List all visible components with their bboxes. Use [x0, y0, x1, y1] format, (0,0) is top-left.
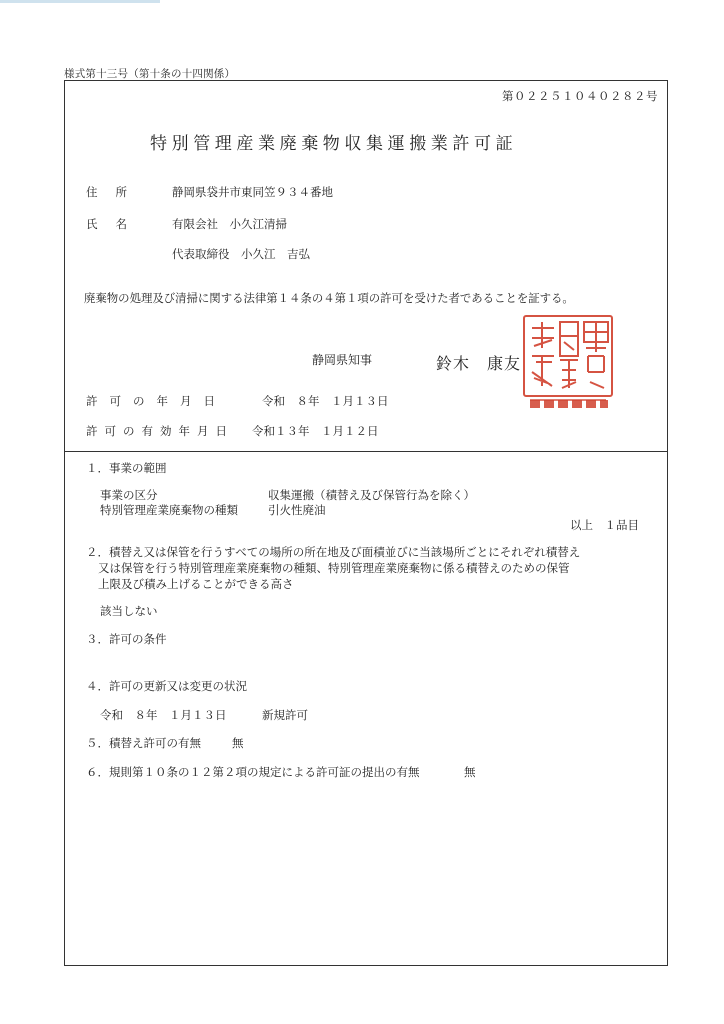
name-label: 氏名 [86, 217, 145, 231]
valid-until-label: 許可の有効年月日 [86, 424, 234, 438]
address-value: 静岡県袋井市東同笠９３４番地 [172, 185, 333, 199]
section-divider [64, 451, 668, 452]
scan-edge-strip [0, 0, 160, 3]
section-1-heading: １．事業の範囲 [86, 461, 167, 475]
governor-title: 静岡県知事 [312, 353, 373, 367]
section-2-line-2: 又は保管を行う特別管理産業廃棄物の種類、特別管理産業廃棄物に係る積替えのための保管 [98, 561, 570, 575]
valid-until-value: 令和１３年 １月１２日 [252, 424, 379, 438]
section-5-heading: ５．積替え許可の有無 [86, 736, 201, 750]
item-count: 以上 １品目 [570, 518, 639, 532]
section-4-heading: ４．許可の更新又は変更の状況 [86, 679, 247, 693]
permit-date-label: 許可の年月日 [86, 394, 227, 408]
section-6-value: 無 [464, 765, 476, 779]
renewal-status: 新規許可 [262, 708, 308, 722]
section-6-heading: ６．規則第１０条の１２第２項の規定による許可証の提出の有無 [86, 765, 420, 779]
business-category-label: 事業の区分 [100, 488, 158, 502]
section-2-line-1: ２．積替え又は保管を行うすべての場所の所在地及び面積並びに当該場所ごとにそれぞれ積替え [86, 545, 581, 559]
company-name: 有限会社 小久江清掃 [172, 217, 287, 231]
section-3-heading: ３．許可の条件 [86, 632, 167, 646]
address-label: 住所 [86, 185, 145, 199]
section-2-value: 該当しない [100, 604, 158, 618]
official-seal-stamp [520, 312, 616, 410]
renewal-date: 令和 ８年 １月１３日 [100, 708, 227, 722]
business-category-value: 収集運搬（積替え及び保管行為を除く） [268, 488, 475, 502]
certification-statement: 廃棄物の処理及び清掃に関する法律第１４条の４第１項の許可を受けた者であることを証する。 [84, 291, 574, 305]
waste-type-value: 引火性廃油 [268, 503, 326, 517]
permit-number: 第０２２５１０４０２８２号 [502, 89, 658, 103]
permit-date-value: 令和 ８年 １月１３日 [262, 394, 389, 408]
governor-name: 鈴木 康友 [436, 354, 522, 373]
section-2-line-3: 上限及び積み上げることができる高さ [98, 577, 294, 591]
waste-type-label: 特別管理産業廃棄物の種類 [100, 503, 238, 517]
document-title: 特別管理産業廃棄物収集運搬業許可証 [150, 134, 518, 154]
section-5-value: 無 [232, 736, 244, 750]
representative-name: 代表取締役 小久江 吉弘 [172, 247, 310, 261]
form-number-label: 様式第十三号（第十条の十四関係） [64, 68, 236, 80]
